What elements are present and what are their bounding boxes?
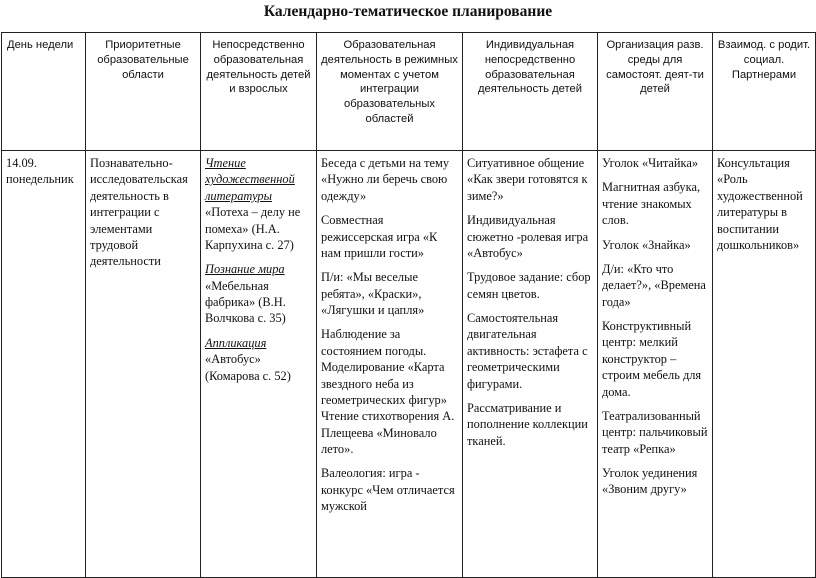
activity-subject: Аппликация (205, 335, 267, 350)
list-item: Ситуативное общение «Как звери готовятся к зиме?» (467, 156, 588, 203)
page-title: Календарно-тематическое планирование (263, 3, 553, 20)
list-item: Беседа с детьми на тему «Нужно ли беречь свою одежду» (321, 156, 450, 203)
header-routine: Образовательная деятельность в режимных моментах с учетом интеграции образовательных областей (317, 33, 463, 151)
direct-activity (205, 335, 312, 384)
header-parents: Взаимод. с родит. социал. Партнерами (713, 33, 816, 151)
list-item: Самостоятельная двигательная активность: эстафета с геометрическими фигурами. (467, 311, 588, 391)
cell-routine (317, 151, 463, 578)
cell-environment (598, 151, 713, 578)
header-day: День недели (2, 33, 86, 151)
list-item: Конструктивный центр: мелкий конструктор – строим мебель для дома. (602, 319, 702, 399)
header-direct: Непосредственно образовательная деятельность детей и взрослых (201, 33, 317, 151)
header-row (2, 33, 816, 151)
list-item: Магнитная азбука, чтение знакомых слов. (602, 180, 701, 228)
activity-text: «Автобус» (Комарова с. 52) (205, 352, 291, 383)
list-item: Уголок «Знайка» (602, 237, 691, 252)
cell-parents (713, 151, 816, 578)
list-item: Рассматривание и пополнение коллекции тканей. (467, 400, 588, 448)
day-date: 14.09. (6, 156, 37, 170)
list-item: Валеология: игра - конкурс «Чем отличается мужской (321, 466, 455, 514)
list-item: П/и: «Мы веселые ребята», «Краски», «Лягушки и цапля» (321, 270, 425, 317)
activity-text: «Мебельная фабрика» (В.Н. Волчкова с. 35) (205, 278, 286, 326)
parents-text: Консультация «Роль художественной литературы в воспитании дошкольников» (717, 156, 803, 252)
cell-direct (201, 151, 317, 578)
activity-text: «Потеха – делу не помеха» (Н.А. Карпухина с. 27) (205, 205, 301, 252)
cell-individual (463, 151, 598, 578)
list-item: Наблюдение за состоянием погоды. Моделирование «Карта звездного неба из геометрических фигур» Чтение стихотворения А. Плещеева «Миновало лето». (321, 327, 455, 456)
day-weekday: понедельник (6, 172, 74, 187)
list-item: Д/и: «Кто что делает?», «Времена года» (602, 261, 706, 309)
direct-activity (205, 261, 312, 327)
areas-text: Познавательно-исследовательская деятельность в интеграции с элементами трудовой деятельности (90, 156, 188, 269)
activity-subject: Чтение художественной литературы (205, 156, 295, 203)
header-individual: Индивидуальная непосредственно образовательная деятельность детей (463, 33, 598, 151)
list-item: Уголок «Читайка» (602, 156, 699, 170)
list-item: Уголок уединения «Звоним другу» (602, 466, 698, 497)
header-environment: Организация разв. среды для самостоят. деят-ти детей (598, 33, 713, 151)
list-item: Совместная режиссерская игра «К нам пришли гости» (321, 213, 438, 260)
activity-subject: Познание мира (205, 262, 285, 277)
planning-table (1, 32, 816, 578)
table-row (2, 151, 816, 578)
list-item: Театрализованный центр: пальчиковый театр «Репка» (602, 408, 708, 456)
header-areas: Приоритетные образовательные области (86, 33, 201, 151)
direct-activity (205, 155, 312, 253)
list-item: Трудовое задание: сбор семян цветов. (467, 270, 591, 301)
cell-areas (86, 151, 201, 578)
cell-day (2, 151, 86, 578)
list-item: Индивидуальная сюжетно -ролевая игра «Автобус» (467, 213, 589, 260)
